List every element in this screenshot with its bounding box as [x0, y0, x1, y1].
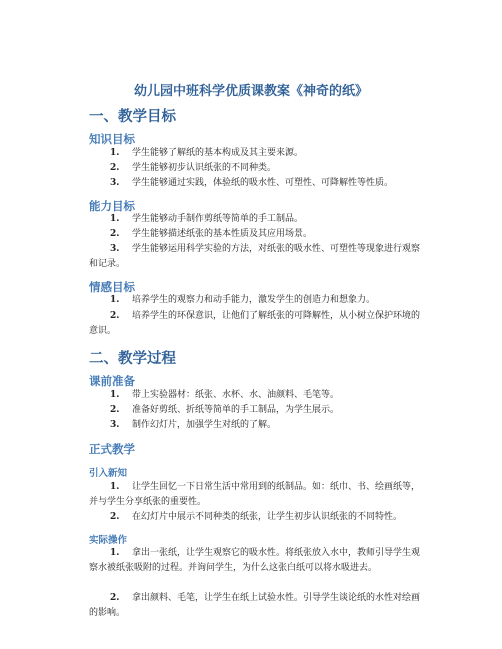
- item-text: 拿出颜料、毛笔，让学生在纸上试验水性。引导学生谈论纸的水性对绘画的影响。: [89, 593, 421, 618]
- item-text: 学生能够通过实践，体验纸的吸水性、可塑性、可降解性等性质。: [132, 178, 394, 188]
- item-text: 带上实验器材：纸张、水杯、水、油颜料、毛笔等。: [132, 390, 340, 400]
- item-text: 准备好剪纸、折纸等简单的手工制品，为学生展示。: [132, 405, 340, 415]
- item-number: 1.: [110, 482, 120, 492]
- list-item: [89, 591, 425, 620]
- list-item: [89, 546, 425, 575]
- item-text: 拿出一张纸，让学生观察它的吸水性。将纸张放入水中，教师引导学生观察水被纸张吸附的过程。并询问学生，为什么这张白纸可以将水吸进去。: [89, 548, 421, 573]
- subheading-practice: 实际操作: [89, 535, 128, 546]
- list-item: [89, 293, 425, 308]
- item-number: 1.: [110, 390, 120, 400]
- subheading-introduction: 引入新知: [89, 468, 128, 479]
- item-text: 学生能够描述纸张的基本性质及其应用场景。: [132, 229, 313, 239]
- item-number: 2.: [110, 593, 120, 603]
- section-heading-process: 二、教学过程: [89, 351, 176, 367]
- item-number: 1.: [110, 295, 120, 305]
- list-item: [89, 212, 425, 227]
- item-number: 2.: [110, 405, 120, 415]
- list-item: [89, 403, 425, 418]
- item-text: 在幻灯片中展示不同种类的纸张，让学生初步认识纸张的不同特性。: [132, 512, 403, 522]
- list-item: [89, 388, 425, 403]
- item-text: 培养学生的观察力和动手能力，激发学生的创造力和想象力。: [132, 295, 376, 305]
- item-number: 2.: [110, 229, 120, 239]
- item-number: 3.: [110, 244, 120, 254]
- item-number: 2.: [110, 512, 120, 522]
- list-item: [89, 176, 425, 191]
- item-number: 1.: [110, 214, 120, 224]
- item-number: 2.: [110, 311, 120, 321]
- list-item: [89, 161, 425, 176]
- subheading-formal-teaching: 正式教学: [89, 442, 135, 456]
- item-text: 培养学生的环保意识，让他们了解纸张的可降解性，从小树立保护环境的意识。: [89, 311, 421, 336]
- item-number: 2.: [110, 163, 120, 173]
- subheading-ability-goals: 能力目标: [89, 199, 135, 213]
- list-item: [89, 480, 425, 509]
- list-item: [89, 309, 425, 338]
- item-text: 学生能够动手制作剪纸等简单的手工制品。: [132, 214, 304, 224]
- page-title: 幼儿园中班科学优质课教案《神奇的纸》: [133, 84, 368, 99]
- list-item: [89, 242, 425, 271]
- list-item: [89, 146, 425, 161]
- item-number: 1.: [110, 548, 120, 558]
- list-item: [89, 227, 425, 242]
- item-number: 3.: [110, 420, 120, 430]
- subheading-preparation: 课前准备: [89, 374, 135, 388]
- item-number: 1.: [110, 148, 120, 158]
- subheading-knowledge-goals: 知识目标: [89, 132, 135, 146]
- list-item: [89, 510, 425, 525]
- item-text: 制作幻灯片，加强学生对纸的了解。: [132, 420, 277, 430]
- item-text: 让学生回忆一下日常生活中常用到的纸制品。如：纸巾、书、绘画纸等，并与学生分享纸张的重要性。: [89, 482, 421, 507]
- item-text: 学生能够运用科学实验的方法，对纸张的吸水性、可塑性等现象进行观察和记录。: [89, 244, 421, 269]
- item-text: 学生能够了解纸的基本构成及其主要来源。: [132, 148, 304, 158]
- item-number: 3.: [110, 178, 120, 188]
- item-text: 学生能够初步认识纸张的不同种类。: [132, 163, 277, 173]
- list-item: [89, 418, 425, 433]
- subheading-emotion-goals: 情感目标: [89, 280, 135, 294]
- section-heading-objectives: 一、教学目标: [89, 109, 176, 125]
